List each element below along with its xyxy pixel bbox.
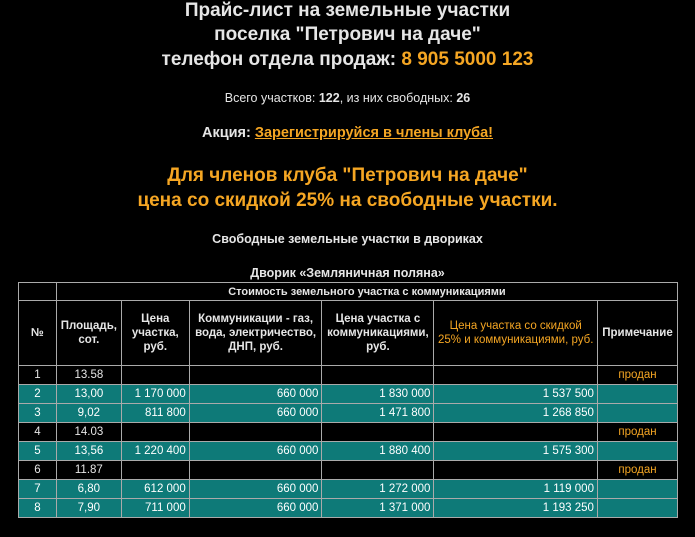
cell-discount: 1 575 300 [434, 442, 598, 461]
settlement-name: поселка "Петрович на даче" [214, 24, 481, 45]
cell-discount: 1 537 500 [434, 385, 598, 404]
table-row [19, 442, 678, 461]
total-count: 122 [318, 91, 340, 105]
promo-line [0, 125, 695, 141]
table-row [19, 499, 678, 518]
cell-note [597, 499, 677, 518]
register-club-link[interactable]: Зарегистрируйся в члены клуба! [254, 125, 493, 141]
cell-area: 13,56 [56, 442, 121, 461]
cell-area: 13,00 [56, 385, 121, 404]
cell-area: 6,80 [56, 480, 121, 499]
promo-label: Акция: [201, 125, 255, 141]
discount-line-2: цена со скидкой 25% на свободные участки. [137, 190, 558, 211]
price-table [18, 282, 678, 518]
cell-total: 1 830 000 [322, 385, 434, 404]
cell-num: 7 [19, 480, 57, 499]
phone-label: телефон отдела продаж: [161, 49, 402, 70]
cell-discount: 1 119 000 [434, 480, 598, 499]
cell-total [322, 423, 434, 442]
cell-num: 6 [19, 461, 57, 480]
cell-discount: 1 193 250 [434, 499, 598, 518]
cell-area: 14.03 [56, 423, 121, 442]
cell-total: 1 272 000 [322, 480, 434, 499]
cell-note [597, 385, 677, 404]
page-title: Прайс-лист на земельные участки [184, 0, 511, 21]
cell-num: 4 [19, 423, 57, 442]
cell-price: 1 220 400 [121, 442, 189, 461]
cell-total: 1 880 400 [322, 442, 434, 461]
cell-price: 811 800 [121, 404, 189, 423]
table-row [19, 480, 678, 499]
col-header-num: № [19, 301, 57, 366]
free-label: , из них свободных: [339, 91, 457, 105]
table-row [19, 461, 678, 480]
discount-banner [0, 163, 695, 213]
col-header-total: Цена участка с коммуникациями, руб. [322, 301, 434, 366]
cell-price [121, 461, 189, 480]
cell-total [322, 461, 434, 480]
col-header-discount: Цена участка со скидкой 25% и коммуникациями, руб. [434, 301, 598, 366]
cell-utilities [189, 366, 322, 385]
cell-note [597, 404, 677, 423]
section-title: Свободные земельные участки в двориках [212, 232, 483, 246]
table-row [19, 385, 678, 404]
free-count: 26 [456, 91, 471, 105]
cell-discount [434, 366, 598, 385]
cell-area: 9,02 [56, 404, 121, 423]
cell-discount: 1 268 850 [434, 404, 598, 423]
table-row [19, 366, 678, 385]
col-header-area: Площадь, сот. [56, 301, 121, 366]
cell-note: продан [597, 461, 677, 480]
sales-phone [0, 48, 695, 72]
cell-price: 612 000 [121, 480, 189, 499]
discount-line-1: Для членов клуба "Петрович на даче" [167, 165, 528, 186]
cell-note: продан [597, 423, 677, 442]
table-row [19, 404, 678, 423]
cell-note: продан [597, 366, 677, 385]
cell-area: 11.87 [56, 461, 121, 480]
cell-discount [434, 461, 598, 480]
cell-utilities: 660 000 [189, 404, 322, 423]
plot-stats [0, 91, 695, 105]
cell-total [322, 366, 434, 385]
cell-note [597, 442, 677, 461]
yard-name: Дворик «Земляничная поляна» [250, 266, 445, 280]
cell-num: 5 [19, 442, 57, 461]
cell-utilities: 660 000 [189, 480, 322, 499]
cell-num: 8 [19, 499, 57, 518]
cell-area: 7,90 [56, 499, 121, 518]
cell-num: 3 [19, 404, 57, 423]
cell-utilities: 660 000 [189, 442, 322, 461]
total-label: Всего участков: [224, 91, 319, 105]
col-header-price: Цена участка, руб. [121, 301, 189, 366]
cell-utilities [189, 461, 322, 480]
cell-price: 711 000 [121, 499, 189, 518]
cell-num: 1 [19, 366, 57, 385]
col-header-utilities: Коммуникации - газ, вода, электричество, ДНП, руб. [189, 301, 322, 366]
cell-total: 1 371 000 [322, 499, 434, 518]
cell-utilities: 660 000 [189, 499, 322, 518]
col-header-note: Примечание [597, 301, 677, 366]
cell-utilities: 660 000 [189, 385, 322, 404]
cell-area: 13.58 [56, 366, 121, 385]
cell-price [121, 366, 189, 385]
phone-number: 8 905 5000 123 [401, 49, 534, 70]
cell-discount [434, 423, 598, 442]
table-row [19, 423, 678, 442]
cell-note [597, 480, 677, 499]
cell-total: 1 471 800 [322, 404, 434, 423]
cell-utilities [189, 423, 322, 442]
table-group-header: Стоимость земельного участка с коммуникациями [56, 283, 677, 301]
cell-price: 1 170 000 [121, 385, 189, 404]
cell-num: 2 [19, 385, 57, 404]
cell-price [121, 423, 189, 442]
